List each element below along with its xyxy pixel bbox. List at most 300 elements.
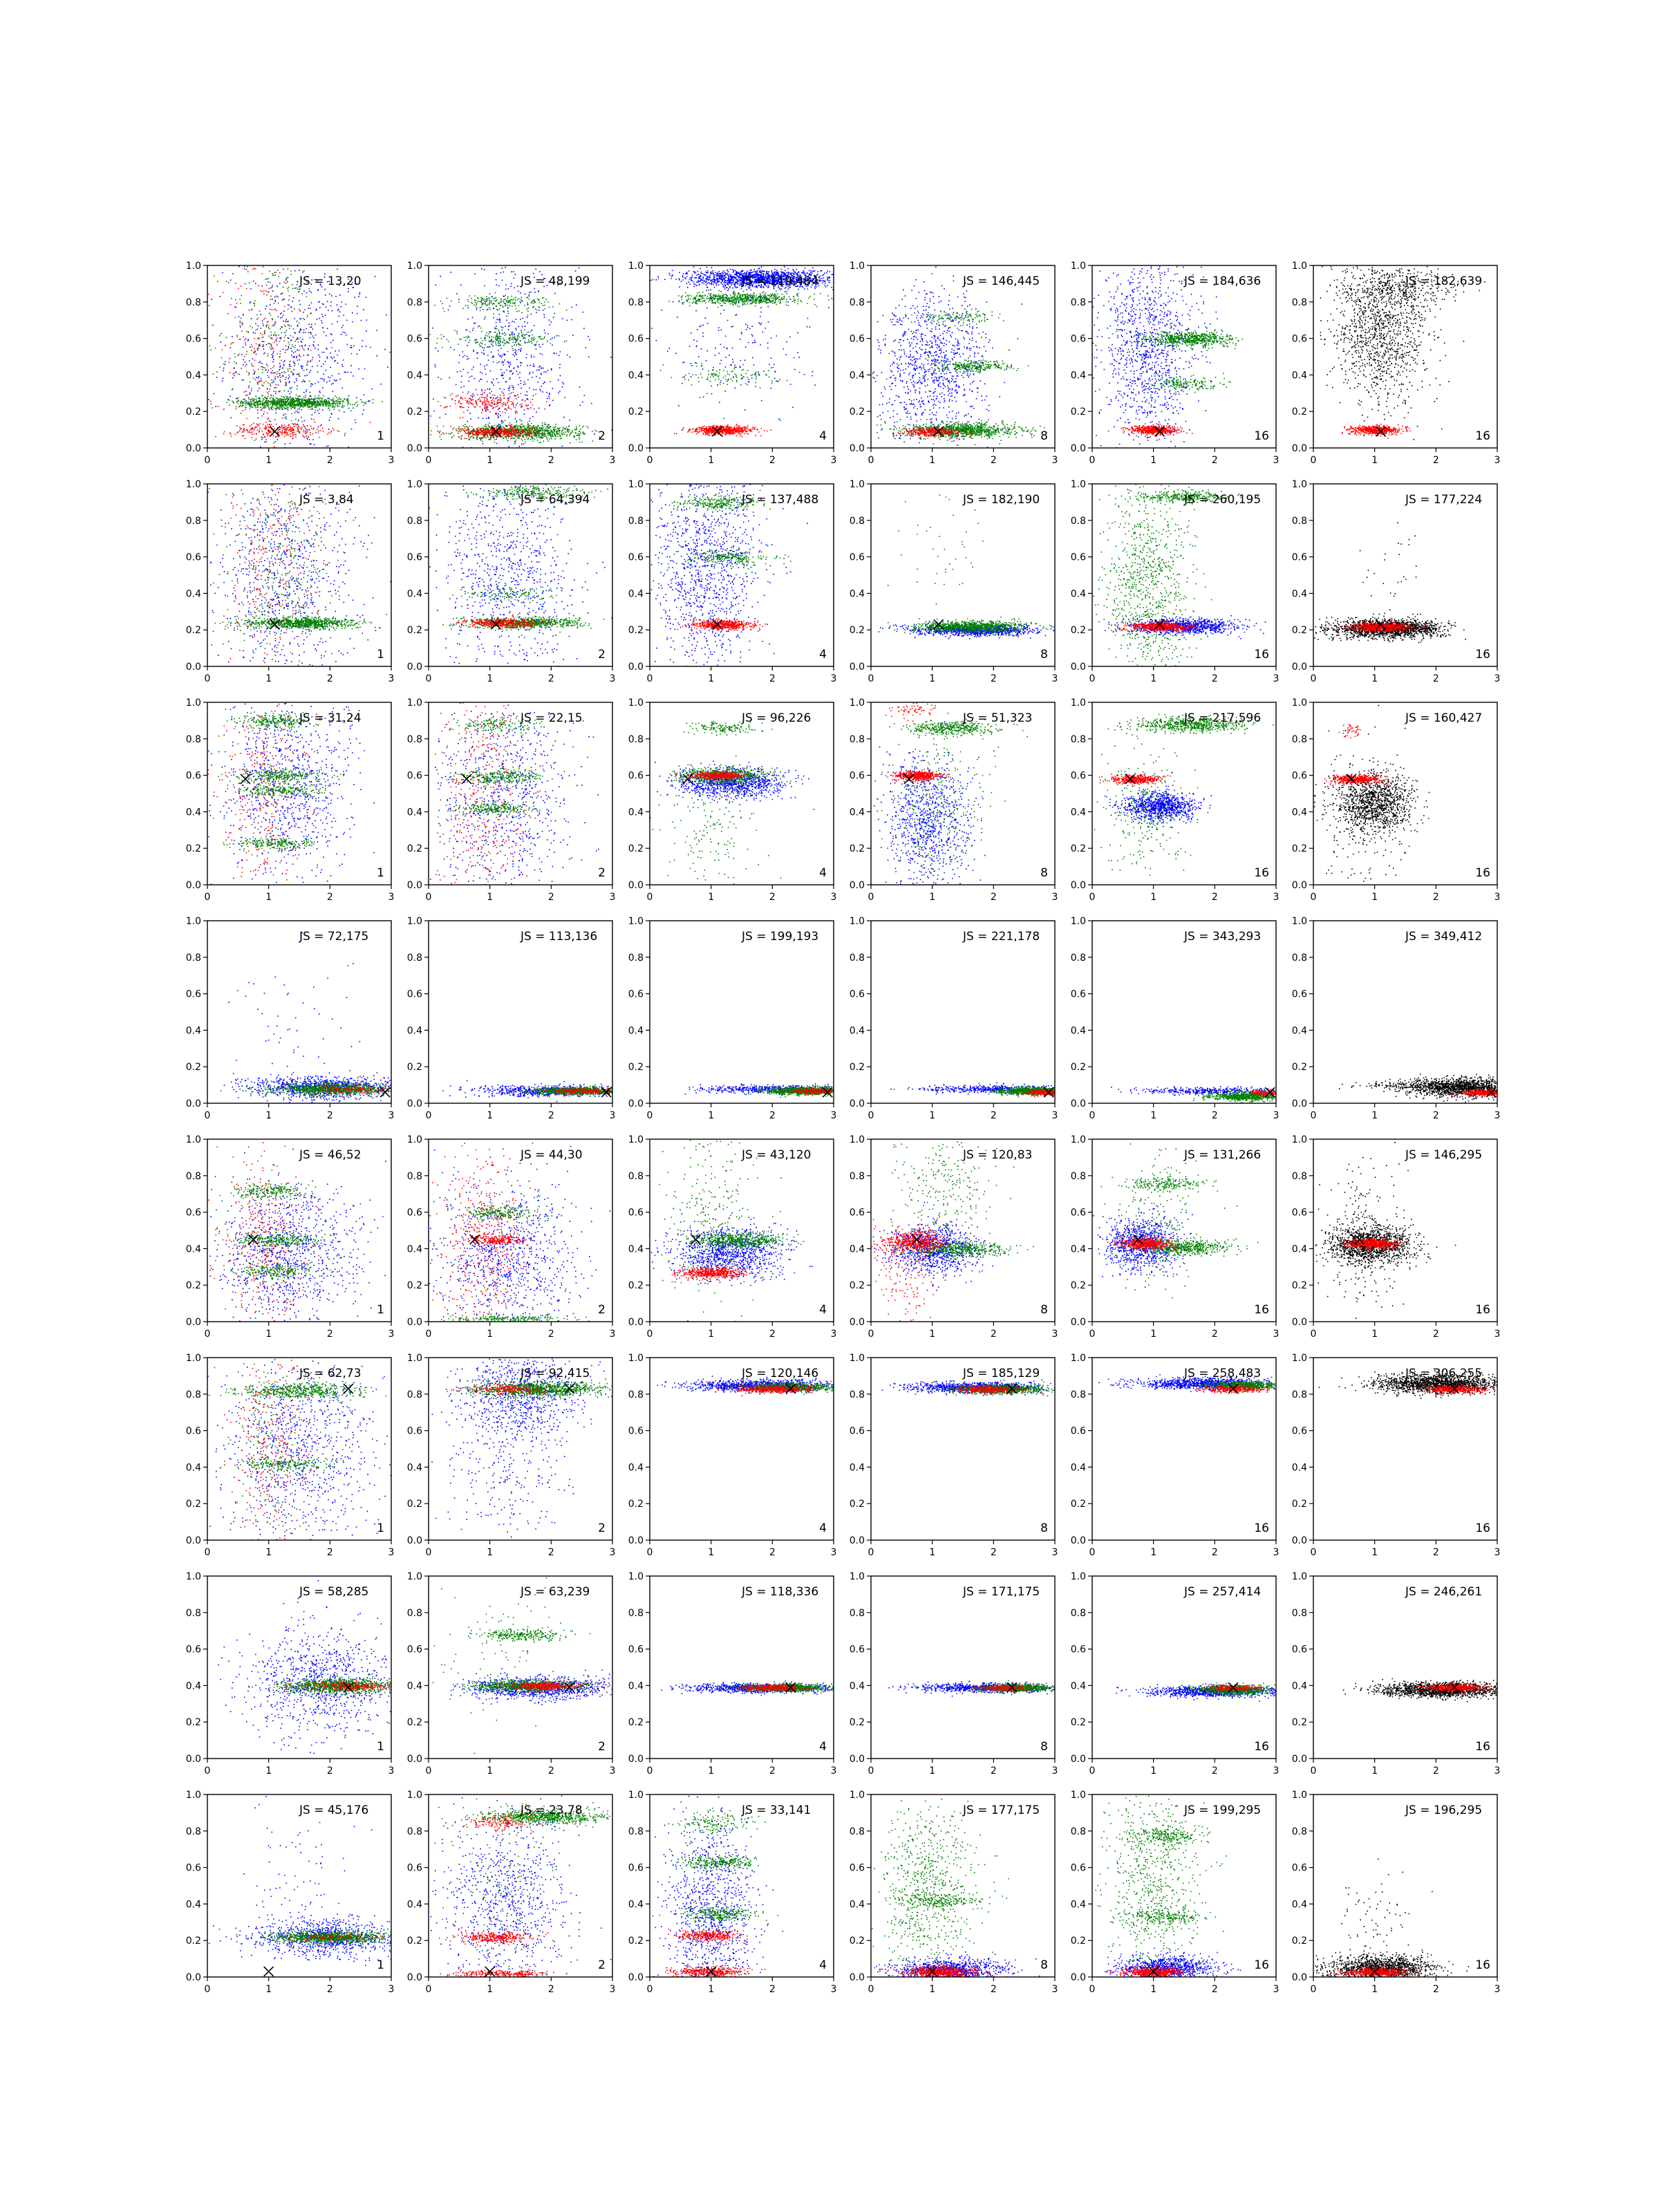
y-tick-label: 1.0 xyxy=(1070,1790,1086,1801)
x-tick-label: 3 xyxy=(1051,892,1058,903)
scatter-points xyxy=(1314,523,1466,644)
scatter-points xyxy=(207,703,375,885)
k-label: 8 xyxy=(1040,1740,1048,1754)
y-tick-label: 0.8 xyxy=(1291,297,1307,308)
axes-frame xyxy=(1313,921,1497,1103)
cluster-blue xyxy=(208,485,391,666)
x-tick-label: 3 xyxy=(1273,455,1280,466)
x-tick-label: 3 xyxy=(830,1547,837,1558)
points-blue xyxy=(651,267,830,421)
x-tick-label: 3 xyxy=(1273,1110,1280,1121)
subplot-r8-c4 xyxy=(850,1790,1058,1995)
points-red xyxy=(1100,773,1171,787)
y-tick-label: 0.0 xyxy=(849,1098,865,1109)
x-tick-label: 3 xyxy=(1494,1984,1501,1995)
y-tick-label: 0.6 xyxy=(185,333,201,345)
y-tick-label: 0.8 xyxy=(1291,733,1307,745)
y-tick-label: 0.2 xyxy=(1291,406,1307,418)
y-tick-label: 0.0 xyxy=(628,443,644,454)
points-red xyxy=(432,1143,538,1321)
cluster-black xyxy=(1315,1950,1469,1978)
js-annotation: JS = 184,636 xyxy=(1184,274,1262,288)
y-tick-label: 0.2 xyxy=(406,1936,422,1947)
y-tick-label: 0.8 xyxy=(1291,1170,1307,1182)
y-tick-label: 0.4 xyxy=(1070,370,1086,382)
y-tick-label: 0.0 xyxy=(1291,1098,1307,1109)
subplot-r5-c5 xyxy=(1071,1134,1280,1340)
y-tick-label: 0.0 xyxy=(406,1317,422,1328)
x-tick-label: 0 xyxy=(204,892,211,903)
y-tick-label: 1.0 xyxy=(1070,697,1086,709)
y-tick-label: 1.0 xyxy=(1291,1790,1307,1801)
y-tick-label: 1.0 xyxy=(1070,479,1086,490)
x-tick-label: 1 xyxy=(1150,1547,1157,1558)
subplot-r3-c2 xyxy=(407,697,616,903)
scatter-points xyxy=(430,702,599,885)
y-tick-label: 0.4 xyxy=(406,1244,422,1255)
cluster-green xyxy=(650,723,781,885)
js-annotation: JS = 72,175 xyxy=(299,930,369,944)
x-tick-label: 1 xyxy=(929,1984,936,1995)
k-label: 2 xyxy=(598,866,606,880)
x-tick-label: 3 xyxy=(388,455,395,466)
axes-frame xyxy=(1092,265,1276,448)
x-tick-label: 1 xyxy=(1150,1984,1157,1995)
x-tick-label: 3 xyxy=(609,455,616,466)
subplot-r2-c1 xyxy=(186,479,395,684)
y-tick-label: 0.4 xyxy=(406,1899,422,1911)
scatter-points xyxy=(872,1141,1034,1322)
x-tick-label: 0 xyxy=(1089,1329,1096,1340)
x-tick-label: 0 xyxy=(868,1984,874,1995)
x-tick-label: 1 xyxy=(1371,455,1378,466)
k-label: 8 xyxy=(1040,866,1048,880)
y-tick-label: 0.4 xyxy=(1070,1899,1086,1911)
subplot-r1-c2 xyxy=(407,261,616,466)
axes-frame xyxy=(1092,921,1276,1103)
subplot-r5-c1 xyxy=(186,1134,395,1340)
points-green xyxy=(888,494,984,604)
y-tick-label: 0.6 xyxy=(406,1207,422,1219)
y-tick-label: 0.0 xyxy=(628,880,644,891)
cluster-red xyxy=(438,389,547,421)
points-green xyxy=(668,547,791,570)
y-tick-label: 1.0 xyxy=(185,1571,201,1582)
y-tick-label: 0.6 xyxy=(1070,333,1086,345)
y-tick-label: 0.4 xyxy=(406,807,422,818)
y-tick-label: 0.0 xyxy=(406,1972,422,1983)
x-tick-label: 1 xyxy=(487,892,494,903)
x-tick-label: 2 xyxy=(1211,1110,1218,1121)
y-tick-label: 0.4 xyxy=(849,588,865,600)
y-tick-label: 0.0 xyxy=(628,1535,644,1546)
points-blue xyxy=(874,722,995,885)
y-tick-label: 0.2 xyxy=(849,1717,865,1729)
x-tick-label: 2 xyxy=(990,1765,997,1777)
subplot-r1-c5 xyxy=(1071,261,1280,466)
subplot-r4-c5 xyxy=(1071,916,1280,1121)
axes-frame xyxy=(207,702,391,885)
y-tick-label: 1.0 xyxy=(628,916,644,927)
js-annotation: JS = 31,24 xyxy=(299,711,362,725)
cluster-red xyxy=(873,1204,934,1322)
scatter-points xyxy=(1093,266,1244,449)
scatter-points xyxy=(431,1795,614,1978)
x-tick-label: 1 xyxy=(265,1547,272,1558)
cluster-blue xyxy=(429,1146,611,1323)
axes-frame xyxy=(429,921,612,1103)
axes-frame xyxy=(1092,1576,1276,1759)
axes-frame xyxy=(871,1139,1055,1322)
axes-frame xyxy=(1313,484,1497,666)
cluster-green xyxy=(431,420,612,444)
cluster-green xyxy=(1118,1172,1218,1194)
y-tick-label: 0.6 xyxy=(406,1425,422,1437)
y-tick-label: 0.2 xyxy=(406,843,422,855)
scatter-points xyxy=(433,1577,612,1754)
cluster-red xyxy=(1339,724,1361,739)
scatter-points xyxy=(872,1799,1047,1978)
x-tick-label: 1 xyxy=(487,673,494,684)
y-tick-label: 0.0 xyxy=(185,1972,201,1983)
x-tick-label: 1 xyxy=(1150,1765,1157,1777)
y-tick-label: 0.6 xyxy=(628,1207,644,1219)
x-tick-label: 0 xyxy=(868,1547,874,1558)
y-tick-label: 0.8 xyxy=(1070,733,1086,745)
y-tick-label: 0.8 xyxy=(406,1826,422,1837)
y-tick-label: 0.8 xyxy=(185,952,201,964)
y-tick-label: 0.0 xyxy=(185,1317,201,1328)
subplot-r2-c5 xyxy=(1071,479,1280,684)
x-tick-label: 0 xyxy=(1089,455,1096,466)
cluster-blue xyxy=(429,486,605,667)
points-green xyxy=(209,1377,386,1403)
y-tick-label: 1.0 xyxy=(628,1353,644,1364)
cluster-green xyxy=(209,1377,386,1403)
y-tick-label: 0.2 xyxy=(849,1499,865,1510)
x-tick-label: 0 xyxy=(1089,1984,1096,1995)
x-tick-label: 1 xyxy=(265,892,272,903)
k-label: 16 xyxy=(1475,1303,1490,1317)
js-annotation: JS = 62,73 xyxy=(299,1367,362,1380)
x-tick-label: 0 xyxy=(868,1329,874,1340)
y-tick-label: 0.8 xyxy=(1070,1389,1086,1400)
scatter-points xyxy=(650,484,808,667)
x-tick-label: 3 xyxy=(388,1765,395,1777)
y-tick-label: 0.0 xyxy=(185,1098,201,1109)
js-annotation: JS = 137,488 xyxy=(742,493,819,507)
k-label: 16 xyxy=(1475,1958,1490,1972)
y-tick-label: 0.4 xyxy=(406,370,422,382)
y-tick-label: 1.0 xyxy=(1291,1134,1307,1145)
scatter-points xyxy=(1094,713,1274,876)
y-tick-label: 0.8 xyxy=(849,1170,865,1182)
cluster-green xyxy=(434,1577,567,1754)
y-tick-label: 0.2 xyxy=(1070,406,1086,418)
cluster-blue xyxy=(1106,785,1212,830)
y-tick-label: 0.0 xyxy=(1070,1754,1086,1765)
y-tick-label: 0.8 xyxy=(185,1607,201,1619)
scatter-points xyxy=(1320,266,1485,440)
y-tick-label: 0.0 xyxy=(1291,1535,1307,1546)
y-tick-label: 0.6 xyxy=(1070,1207,1086,1219)
scatter-points xyxy=(890,1082,1056,1098)
axes-frame xyxy=(650,265,834,448)
x-tick-label: 3 xyxy=(1273,892,1280,903)
y-tick-label: 0.6 xyxy=(1291,770,1307,782)
y-tick-label: 0.0 xyxy=(1291,443,1307,454)
y-tick-label: 0.0 xyxy=(185,1754,201,1765)
k-label: 16 xyxy=(1254,1740,1269,1754)
js-annotation: JS = 51,323 xyxy=(963,711,1033,725)
y-tick-label: 0.4 xyxy=(1291,1025,1307,1037)
y-tick-label: 1.0 xyxy=(849,1353,865,1364)
y-tick-label: 0.8 xyxy=(1070,1170,1086,1182)
y-tick-label: 1.0 xyxy=(849,261,865,272)
k-label: 4 xyxy=(819,1740,827,1754)
x-tick-label: 2 xyxy=(769,1329,776,1340)
x-tick-label: 3 xyxy=(1494,455,1501,466)
axes-frame xyxy=(650,484,834,666)
points-red xyxy=(1339,724,1361,739)
subplot-r2-c3 xyxy=(628,479,837,684)
scatter-points xyxy=(442,1080,614,1103)
y-tick-label: 0.8 xyxy=(1291,1607,1307,1619)
y-tick-label: 0.4 xyxy=(406,1462,422,1474)
x-tick-label: 3 xyxy=(388,892,395,903)
cluster-red xyxy=(1100,773,1171,787)
x-tick-label: 3 xyxy=(1494,1765,1501,1777)
x-tick-label: 3 xyxy=(830,1765,837,1777)
scatter-points xyxy=(207,1359,391,1540)
y-tick-label: 0.0 xyxy=(406,443,422,454)
y-tick-label: 0.8 xyxy=(406,1170,422,1182)
y-tick-label: 0.6 xyxy=(1070,552,1086,563)
js-annotation: JS = 258,483 xyxy=(1184,1367,1262,1380)
scatter-points xyxy=(1339,1074,1498,1103)
y-tick-label: 0.4 xyxy=(185,370,201,382)
x-tick-label: 0 xyxy=(646,892,653,903)
subplot-r7-c6 xyxy=(1292,1571,1501,1777)
y-tick-label: 0.6 xyxy=(849,552,865,563)
y-tick-label: 0.0 xyxy=(628,1972,644,1983)
y-tick-label: 0.4 xyxy=(628,1462,644,1474)
y-tick-label: 0.6 xyxy=(185,988,201,1000)
points-green xyxy=(452,584,563,603)
cluster-blue xyxy=(209,1149,386,1323)
x-tick-label: 1 xyxy=(929,1547,936,1558)
y-tick-label: 0.2 xyxy=(406,625,422,637)
y-tick-label: 0.4 xyxy=(1070,1462,1086,1474)
x-tick-label: 3 xyxy=(830,1110,837,1121)
js-annotation: JS = 221,178 xyxy=(963,930,1040,944)
x-tick-label: 2 xyxy=(769,892,776,903)
scatter-points xyxy=(685,1083,835,1098)
k-label: 4 xyxy=(819,1521,827,1535)
x-tick-label: 0 xyxy=(425,892,432,903)
scatter-points xyxy=(1111,1086,1277,1103)
x-tick-label: 3 xyxy=(1051,1110,1058,1121)
cluster-green xyxy=(1112,326,1243,350)
y-tick-label: 0.8 xyxy=(1291,1826,1307,1837)
js-annotation: JS = 92,415 xyxy=(521,1367,590,1380)
js-annotation: JS = 182,190 xyxy=(963,493,1040,507)
x-tick-label: 1 xyxy=(487,1984,494,1995)
y-tick-label: 0.6 xyxy=(1291,1862,1307,1874)
y-tick-label: 0.6 xyxy=(1070,1425,1086,1437)
x-tick-label: 1 xyxy=(487,1547,494,1558)
y-tick-label: 0.2 xyxy=(849,843,865,855)
y-tick-label: 1.0 xyxy=(185,261,201,272)
points-green xyxy=(1101,1143,1238,1298)
x-tick-label: 3 xyxy=(1051,1984,1058,1995)
y-tick-label: 1.0 xyxy=(628,479,644,490)
y-tick-label: 0.4 xyxy=(849,1462,865,1474)
y-tick-label: 0.6 xyxy=(849,1207,865,1219)
y-tick-label: 1.0 xyxy=(1291,479,1307,490)
k-label: 8 xyxy=(1040,1958,1048,1972)
k-label: 1 xyxy=(377,1521,384,1535)
axes-frame xyxy=(650,921,834,1103)
x-tick-label: 2 xyxy=(1211,1765,1218,1777)
cluster-blue xyxy=(218,1580,392,1754)
points-green xyxy=(1095,1796,1226,1978)
x-tick-label: 0 xyxy=(646,1547,653,1558)
js-annotation: JS = 217,596 xyxy=(1184,711,1262,725)
k-label: 16 xyxy=(1254,1521,1269,1535)
js-annotation: JS = 22,15 xyxy=(521,711,583,725)
y-tick-label: 0.4 xyxy=(185,1680,201,1692)
y-tick-label: 0.8 xyxy=(406,1607,422,1619)
subplot-r7-c1 xyxy=(186,1571,395,1777)
y-tick-label: 0.8 xyxy=(1291,1389,1307,1400)
points-green xyxy=(890,1889,1007,1910)
x-tick-label: 1 xyxy=(1150,455,1157,466)
cluster-red xyxy=(885,703,936,722)
x-tick-label: 3 xyxy=(830,1984,837,1995)
x-tick-label: 0 xyxy=(646,673,653,684)
y-tick-label: 1.0 xyxy=(185,479,201,490)
y-tick-label: 0.0 xyxy=(1070,880,1086,891)
axes-frame xyxy=(871,1576,1055,1759)
js-annotation: JS = 306,255 xyxy=(1405,1367,1483,1380)
x-tick-label: 2 xyxy=(1432,1329,1439,1340)
scatter-points xyxy=(650,266,834,437)
y-tick-label: 0.6 xyxy=(185,1425,201,1437)
k-label: 8 xyxy=(1040,648,1048,662)
points-blue xyxy=(208,485,391,666)
y-tick-label: 1.0 xyxy=(628,1790,644,1801)
y-tick-label: 0.8 xyxy=(628,515,644,527)
y-tick-label: 0.8 xyxy=(849,733,865,745)
y-tick-label: 1.0 xyxy=(1291,261,1307,272)
y-tick-label: 0.0 xyxy=(185,443,201,454)
js-annotation: JS = 119,484 xyxy=(742,274,819,288)
x-tick-label: 0 xyxy=(204,1329,211,1340)
axes-frame xyxy=(207,1139,391,1322)
points-green xyxy=(1093,484,1215,667)
subplot-r7-c4 xyxy=(850,1571,1058,1777)
x-tick-label: 1 xyxy=(1150,673,1157,684)
y-tick-label: 0.2 xyxy=(1291,843,1307,855)
y-tick-label: 0.6 xyxy=(1291,988,1307,1000)
y-tick-label: 0.6 xyxy=(406,333,422,345)
x-tick-label: 1 xyxy=(1371,1547,1378,1558)
axes-frame xyxy=(429,1576,612,1759)
x-tick-label: 3 xyxy=(1273,673,1280,684)
y-tick-label: 0.8 xyxy=(185,1389,201,1400)
cluster-green xyxy=(668,547,791,570)
x-tick-label: 0 xyxy=(1310,1110,1317,1121)
points-blue xyxy=(209,1149,386,1323)
points-green xyxy=(650,723,781,885)
y-tick-label: 1.0 xyxy=(849,1571,865,1582)
subplot-r8-c2 xyxy=(407,1790,616,1995)
x-tick-label: 0 xyxy=(425,673,432,684)
cluster-green xyxy=(877,419,1047,445)
x-tick-label: 3 xyxy=(609,1329,616,1340)
k-label: 1 xyxy=(377,429,384,443)
points-green xyxy=(238,782,326,798)
k-label: 2 xyxy=(598,429,606,443)
y-tick-label: 0.2 xyxy=(1070,1062,1086,1074)
cluster-green xyxy=(881,711,1006,872)
y-tick-label: 0.6 xyxy=(628,770,644,782)
y-tick-label: 0.8 xyxy=(628,1607,644,1619)
x-tick-label: 3 xyxy=(388,1547,395,1558)
x-tick-label: 2 xyxy=(1211,1984,1218,1995)
y-tick-label: 0.6 xyxy=(1291,1207,1307,1219)
points-blue xyxy=(207,1359,391,1540)
y-tick-label: 1.0 xyxy=(1291,916,1307,927)
y-tick-label: 0.2 xyxy=(406,1280,422,1292)
subplot-r8-c1 xyxy=(186,1790,395,1995)
x-tick-label: 0 xyxy=(204,455,211,466)
x-tick-label: 0 xyxy=(1310,1984,1317,1995)
y-tick-label: 0.0 xyxy=(849,1317,865,1328)
cluster-green xyxy=(890,1889,1007,1910)
x-tick-label: 2 xyxy=(1432,892,1439,903)
x-tick-label: 3 xyxy=(388,1984,395,1995)
subplot-r4-c2 xyxy=(407,916,616,1121)
cluster-black xyxy=(1341,1859,1432,1977)
y-tick-label: 1.0 xyxy=(406,479,422,490)
x-tick-label: 3 xyxy=(1051,1547,1058,1558)
y-tick-label: 0.2 xyxy=(1291,1062,1307,1074)
y-tick-label: 0.2 xyxy=(1070,1936,1086,1947)
x-tick-label: 3 xyxy=(1051,673,1058,684)
js-annotation: JS = 349,412 xyxy=(1405,930,1483,944)
subplot-r8-c3 xyxy=(628,1790,837,1995)
y-tick-label: 0.0 xyxy=(1070,1317,1086,1328)
cluster-black xyxy=(1360,523,1418,618)
cluster-blue xyxy=(1093,266,1223,449)
x-tick-label: 1 xyxy=(1150,892,1157,903)
y-tick-label: 1.0 xyxy=(628,261,644,272)
axes-frame xyxy=(1092,1794,1276,1977)
cluster-green xyxy=(660,363,800,394)
points-green xyxy=(216,1230,332,1250)
k-label: 16 xyxy=(1254,866,1269,880)
scatter-points xyxy=(653,1796,783,1978)
y-tick-label: 0.6 xyxy=(849,1425,865,1437)
x-tick-label: 2 xyxy=(1432,1984,1439,1995)
y-tick-label: 0.0 xyxy=(1070,1972,1086,1983)
y-tick-label: 0.8 xyxy=(185,297,201,308)
points-red xyxy=(1108,423,1193,438)
x-tick-label: 2 xyxy=(990,1547,997,1558)
y-tick-label: 0.4 xyxy=(185,1244,201,1255)
